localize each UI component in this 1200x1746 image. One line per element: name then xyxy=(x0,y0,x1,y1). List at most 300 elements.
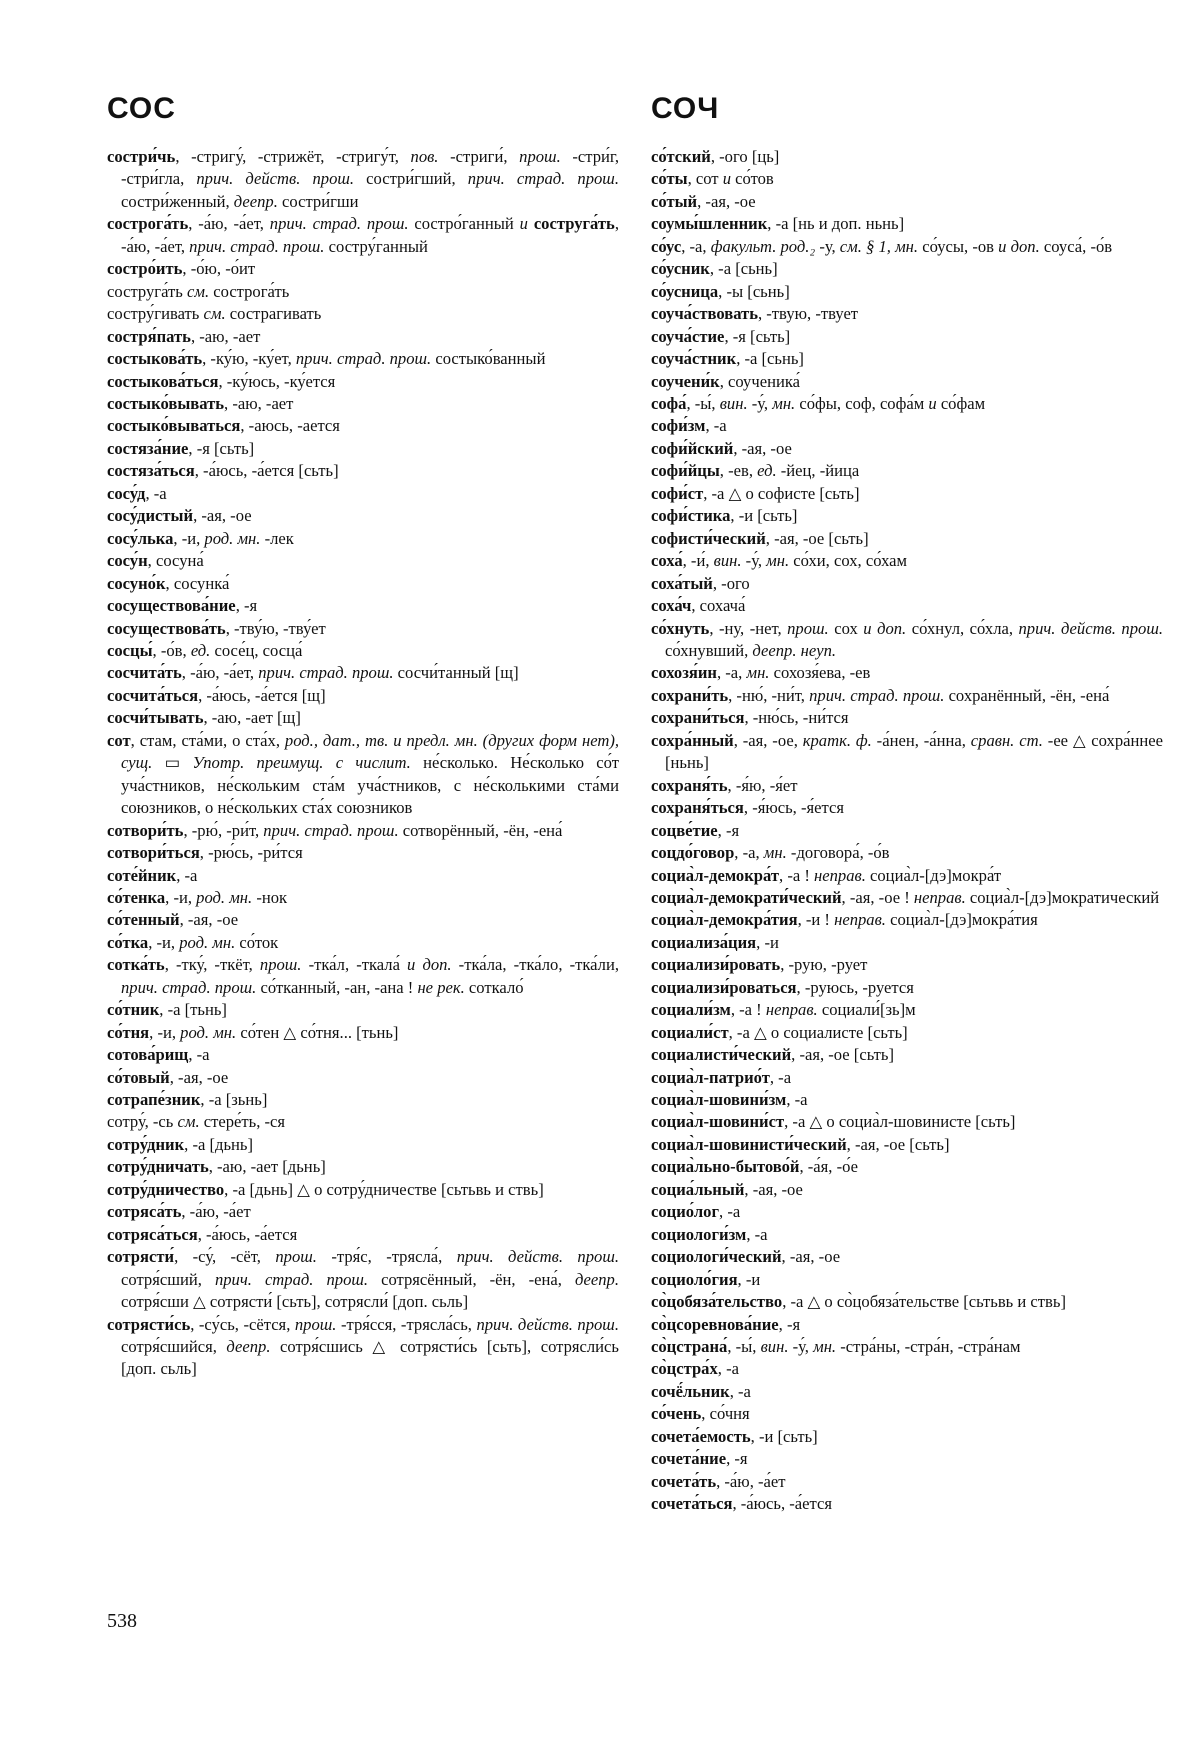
grammar-label: неправ. xyxy=(814,865,866,885)
dictionary-entry xyxy=(107,1314,619,1381)
entry-text: , -я xyxy=(778,1314,801,1334)
grammar-label: прич. страд. прош. xyxy=(214,1269,369,1289)
dictionary-entry xyxy=(107,1067,619,1089)
headword: со́чень xyxy=(651,1404,702,1424)
entry-text: -у́, xyxy=(747,393,773,413)
headword: со́усница xyxy=(651,281,719,301)
entry-text: , -а xyxy=(705,416,727,436)
headword: сочета́ть xyxy=(651,1471,717,1491)
entry-text: , сот xyxy=(687,169,723,189)
dictionary-entry xyxy=(651,1314,1163,1336)
entry-text: , -а xyxy=(729,1381,751,1401)
entry-text: , -а, xyxy=(734,843,764,863)
entry-text: , -и xyxy=(737,1269,761,1289)
headword: социологи́ческий xyxy=(651,1247,782,1267)
grammar-label: прич. действ. прош. xyxy=(1018,618,1163,638)
dictionary-entry xyxy=(651,1134,1163,1156)
entry-text: со́фам xyxy=(936,393,986,413)
dictionary-entry xyxy=(107,685,619,707)
headword: социа̀л-шовинисти́ческий xyxy=(651,1134,847,1154)
entry-text: со́ток xyxy=(235,932,279,952)
entry-text: -тка́л, -ткала́ xyxy=(301,955,408,975)
headword: со̀цстрана́ xyxy=(651,1337,728,1357)
entry-text: , -су́, -сёт, xyxy=(174,1247,276,1267)
entry-text: со́тен △ со́тня... [тьнь] xyxy=(236,1022,399,1042)
headword: соучени́к xyxy=(651,371,720,391)
dictionary-entry xyxy=(651,1201,1163,1223)
entry-text: ▭ xyxy=(152,753,193,773)
headword: социа̀л-демокра́т xyxy=(651,865,780,885)
entry-text: , -я xyxy=(235,596,258,616)
grammar-label: и доп. xyxy=(998,236,1040,256)
entry-text: , -ая, -ое [сьть] xyxy=(791,1045,894,1065)
entry-text: , -ая, -ое, xyxy=(733,730,803,750)
grammar-label: неправ. xyxy=(913,887,966,907)
headword: сочета́емость xyxy=(651,1426,751,1446)
dictionary-entry xyxy=(107,281,619,303)
dictionary-entry xyxy=(651,1336,1163,1358)
entry-text: , -и́, xyxy=(682,551,714,571)
entry-text: стере́ть, -ся xyxy=(199,1112,286,1132)
entry-text: состри́гший, xyxy=(354,169,468,189)
headword: социа̀л-демокра́тия xyxy=(651,910,798,930)
headword: сотру́дничество xyxy=(107,1179,225,1199)
grammar-label: прич. действ. прош. xyxy=(476,1314,619,1334)
dictionary-entry xyxy=(107,371,619,393)
dictionary-entry xyxy=(651,528,1163,550)
dictionary-entry xyxy=(107,887,619,909)
entry-text: состро́ганный xyxy=(408,214,520,234)
entry-text: , -я [сьть] xyxy=(724,326,791,346)
grammar-label: прич. страд. прош. xyxy=(467,169,619,189)
entry-text: , -и ! xyxy=(797,910,835,930)
dictionary-entry xyxy=(651,505,1163,527)
dictionary-entry xyxy=(651,258,1163,280)
entry-text: , -и [сьть] xyxy=(730,506,798,526)
dictionary-entry xyxy=(107,146,619,213)
headword: со̀цсоревнова́ние xyxy=(651,1314,779,1334)
dictionary-entry xyxy=(651,685,1163,707)
dictionary-entry xyxy=(651,707,1163,729)
headword: сосу́лька xyxy=(107,528,174,548)
entry-text: , -ая, -ое [сьть] xyxy=(846,1134,950,1154)
headword: сохраня́ть xyxy=(651,775,728,795)
headword: соцве́тие xyxy=(651,820,718,840)
entry-text: -тря́с, -трясла́, xyxy=(316,1247,457,1267)
entry-text: , -а́ю, -а́ет, xyxy=(121,214,619,256)
entry-text: , -рю́сь, -ри́тся xyxy=(199,843,303,863)
grammar-label: неправ. xyxy=(765,1000,818,1020)
headword: социа́льный xyxy=(651,1179,745,1199)
entry-text: сотря́сши △ сотрясти́ [сьть], сотрясли́ [доп. сьль] xyxy=(121,1292,469,1312)
dictionary-entry xyxy=(107,1111,619,1133)
headword: состро́ить xyxy=(107,259,183,279)
grammar-label: прич. страд. прош. xyxy=(809,685,945,705)
dictionary-entry xyxy=(107,483,619,505)
dictionary-entry xyxy=(651,775,1163,797)
entry-text: , -тву́ю, -тву́ет xyxy=(225,618,326,638)
entry-text: , -а [сьнь] xyxy=(709,259,778,279)
grammar-label: деепр. xyxy=(233,191,278,211)
entry-text: , -я xyxy=(717,820,740,840)
headword: сохозя́ин xyxy=(651,663,717,683)
entry-text: , -а́ю, -а́ет xyxy=(181,1202,251,1222)
headword: социали́ст xyxy=(651,1022,729,1042)
entry-text: , -ню́, -ни́т, xyxy=(728,685,810,705)
grammar-label: факульт. род.₂ xyxy=(710,236,816,256)
entry-text: -йец, -йица xyxy=(776,461,860,481)
headword: со̀цобяза́тельство xyxy=(651,1292,783,1312)
entry-text: , сохача́ xyxy=(691,596,746,616)
entry-text: , сосуна́ xyxy=(147,551,204,571)
entry-text: сотря́сшись △ сотрясти́сь [сьть], сотрясли́сь [доп. сьль] xyxy=(121,1337,619,1379)
dictionary-entry xyxy=(107,1179,619,1201)
headword: соуча́стие xyxy=(651,326,725,346)
dictionary-entry xyxy=(107,326,619,348)
entry-text: , -ы́, xyxy=(686,393,720,413)
entry-text: , -аю, -ает [щ] xyxy=(203,708,301,728)
dictionary-entry xyxy=(107,415,619,437)
entry-text: , -и, xyxy=(165,887,197,907)
entry-text: , -а [нь и доп. ньнь] xyxy=(767,214,905,234)
entry-text: , -а △ о социа̀л-шовинисте [сьть] xyxy=(784,1112,1016,1132)
dictionary-entry xyxy=(651,797,1163,819)
entry-text: со́хнул, со́хла, xyxy=(906,618,1019,638)
grammar-label: прош. xyxy=(787,618,829,638)
entry-text: , -ая, -ое xyxy=(733,438,792,458)
headword: социа̀льно-бытово́й xyxy=(651,1157,800,1177)
dictionary-entry xyxy=(651,281,1163,303)
grammar-label: см. xyxy=(186,281,210,301)
dictionary-entry xyxy=(107,1246,619,1313)
entry-text: -у́, xyxy=(788,1337,814,1357)
dictionary-entry xyxy=(651,213,1163,235)
dictionary-entry xyxy=(651,1403,1163,1425)
grammar-label: прош. xyxy=(519,147,561,166)
entry-text: , -и, xyxy=(173,528,205,548)
entry-text: , -а ! xyxy=(779,865,815,885)
entry-text: состыко́ванный xyxy=(431,349,546,369)
entry-text: , стам, ста́ми, о ста́х, xyxy=(130,730,285,750)
entry-text: сосе́ц, сосца́ xyxy=(210,640,303,660)
entry-text: социали́[зь]м xyxy=(817,1000,916,1020)
headword: сосу́д xyxy=(107,483,146,503)
headword: сосуществова́ть xyxy=(107,618,226,638)
headword: сотвори́ть xyxy=(107,820,184,840)
dictionary-entry xyxy=(651,954,1163,976)
entry-text: , -аю, -ает [дьнь] xyxy=(208,1157,326,1177)
headword: со́тский xyxy=(651,147,711,166)
dictionary-entry xyxy=(107,460,619,482)
dictionary-entry xyxy=(651,438,1163,460)
entry-text: , -а [дьнь] △ о сотру́дничестве [сьтьвь и ствь] xyxy=(224,1179,544,1199)
headword: социалисти́ческий xyxy=(651,1045,792,1065)
entry-text: , -а △ о софисте [сьть] xyxy=(703,483,860,503)
dictionary-entry xyxy=(107,528,619,550)
running-header-left: СОС xyxy=(107,92,176,125)
headword: социализи́роваться xyxy=(651,977,797,997)
dictionary-entry xyxy=(651,1044,1163,1066)
entry-text: , -а xyxy=(719,1202,741,1222)
grammar-label: и доп. xyxy=(863,618,907,638)
entry-text: , -ая, -ое xyxy=(193,506,252,526)
entry-text: , -а xyxy=(786,1090,808,1110)
dictionary-entry xyxy=(651,1426,1163,1448)
headword: состяза́ться xyxy=(107,461,195,481)
headword: сохрани́ть xyxy=(651,685,729,705)
grammar-label: и xyxy=(928,393,937,413)
headword: сосу́дистый xyxy=(107,506,194,526)
dictionary-entry xyxy=(107,1044,619,1066)
entry-text: , -рую, -рует xyxy=(780,955,868,975)
dictionary-entry xyxy=(107,1201,619,1223)
headword: сохра́нный xyxy=(651,730,734,750)
grammar-label: мн. xyxy=(746,663,770,683)
dictionary-entry xyxy=(651,1156,1163,1178)
headword: со́товый xyxy=(107,1067,170,1087)
grammar-label: Употр. преимущ. с числит. xyxy=(192,753,411,773)
entry-text: сосчи́танный [щ] xyxy=(393,663,519,683)
entry-text: , -ну, -нет, xyxy=(709,618,788,638)
headword: сохрани́ться xyxy=(651,708,745,728)
headword: состря́пать xyxy=(107,326,191,346)
entry-text: -ее △ сохра́ннее [ньнь] xyxy=(665,730,1163,773)
entry-text: социа̀л-[дэ]мокра́тия xyxy=(885,910,1038,930)
grammar-label: прич. страд. прош. xyxy=(263,820,399,840)
headword: состри́чь xyxy=(107,147,176,166)
headword: софи́йцы xyxy=(651,461,720,481)
headword: софи́ст xyxy=(651,483,704,503)
dictionary-entry xyxy=(651,1291,1163,1313)
entry-text: , -я [сьть] xyxy=(188,438,255,458)
dictionary-entry xyxy=(107,932,619,954)
entry-text: , -а́ю, -а́ет, xyxy=(188,214,270,234)
entry-text: состри́женный, xyxy=(121,191,234,211)
grammar-label: пов. xyxy=(410,147,439,166)
entry-text: , -о́ю, -о́ит xyxy=(182,259,256,279)
entry-text: , -и, xyxy=(148,932,180,952)
entry-text: , -ая, -ое [сьть] xyxy=(765,528,869,548)
entry-text: , со́чня xyxy=(701,1404,750,1424)
entry-text: -у́, xyxy=(741,551,767,571)
dictionary-entry xyxy=(107,595,619,617)
grammar-label: и xyxy=(722,169,731,189)
entry-text: состру́ганный xyxy=(324,236,428,256)
entry-text: , -аюсь, -ается xyxy=(240,416,340,436)
entry-text: , -а xyxy=(717,1359,739,1379)
dictionary-entry xyxy=(651,393,1163,415)
entry-text: -а́нен, -а́нна, xyxy=(871,730,971,750)
entry-text: сострога́ть xyxy=(209,281,290,301)
headword: сочета́ние xyxy=(651,1449,727,1469)
grammar-label: мн. xyxy=(766,551,790,571)
headword: со́тенный xyxy=(107,910,180,930)
dictionary-entry xyxy=(651,168,1163,190)
grammar-label: прич. страд. прош. xyxy=(295,349,432,369)
dictionary-entry xyxy=(651,1179,1163,1201)
entry-text: состри́гши xyxy=(277,191,359,211)
dictionary-entry xyxy=(651,348,1163,370)
grammar-label: сравн. ст. xyxy=(970,730,1043,750)
grammar-label: прош. xyxy=(275,1247,317,1267)
entry-text: социа̀л-[дэ]мокра́т xyxy=(865,865,1002,885)
entry-text: , -рю́, -ри́т, xyxy=(183,820,264,840)
entry-text: со́усы, -ов xyxy=(918,236,999,256)
grammar-label: кратк. ф. xyxy=(802,730,872,750)
dictionary-entry xyxy=(651,618,1163,663)
entry-text: -стри́г, -стри́гла, xyxy=(121,147,620,189)
headword: сохраня́ться xyxy=(651,798,744,818)
entry-text: , -ы́, xyxy=(727,1337,761,1357)
entry-text: сохозя́ева, -ев xyxy=(769,663,871,683)
grammar-label: прич. страд. прош. xyxy=(121,977,257,997)
grammar-label: деепр. xyxy=(226,1337,271,1357)
grammar-label: вин. xyxy=(713,551,742,571)
grammar-label: мн. xyxy=(763,843,787,863)
grammar-label: деепр. xyxy=(574,1269,620,1289)
dictionary-entry xyxy=(651,146,1163,168)
dictionary-entry xyxy=(651,865,1163,887)
dictionary-entry xyxy=(107,505,619,527)
entry-text: , -ая, -ое ! xyxy=(841,887,914,907)
entry-text: , -а́юсь, -а́ется xyxy=(197,1224,298,1244)
entry-text: , -а́юсь, -а́ется xyxy=(732,1494,832,1514)
dictionary-entry xyxy=(107,393,619,415)
grammar-label: вин. xyxy=(760,1337,789,1357)
grammar-label: ед. xyxy=(190,640,211,660)
grammar-label: см. § 1, мн. xyxy=(839,236,919,256)
headword: сотряса́ть xyxy=(107,1202,182,1222)
headword: социо́лог xyxy=(651,1202,720,1222)
running-header-right: СОЧ xyxy=(651,92,720,125)
entry-text: , -и xyxy=(756,932,779,952)
headword: сотру́дничать xyxy=(107,1157,209,1177)
headword: сочета́ться xyxy=(651,1494,733,1514)
entry-text: , -аю, -ает xyxy=(190,326,261,346)
grammar-label: род. мн. xyxy=(180,1022,237,1042)
dictionary-entry xyxy=(107,258,619,280)
dictionary-entry xyxy=(651,191,1163,213)
grammar-label: и доп. xyxy=(407,955,452,975)
dictionary-entry xyxy=(651,1224,1163,1246)
dictionary-entry xyxy=(651,415,1163,437)
dictionary-entry xyxy=(107,707,619,729)
headword: соха́ч xyxy=(651,596,692,616)
headword: соцдо́говор xyxy=(651,843,735,863)
grammar-label: ед. xyxy=(757,461,777,481)
dictionary-entry xyxy=(651,460,1163,482)
headword: сотрапе́зник xyxy=(107,1090,201,1110)
headword: софи́йский xyxy=(651,438,734,458)
entry-text: , -а, xyxy=(681,236,711,256)
headword: сотрясти́ xyxy=(107,1247,175,1267)
dictionary-entry xyxy=(651,550,1163,572)
entry-text: , соученика́ xyxy=(719,371,801,391)
grammar-label: прич. действ. прош. xyxy=(196,169,355,189)
headword: сосчи́тывать xyxy=(107,708,204,728)
entry-text: , -и, xyxy=(149,1022,181,1042)
grammar-label: не рек. xyxy=(417,977,465,997)
entry-text: , -я́юсь, -я́ется xyxy=(743,798,844,818)
dictionary-entry xyxy=(107,999,619,1021)
headword: состыко́вывать xyxy=(107,393,225,413)
dictionary-entry xyxy=(651,1246,1163,1268)
entry-text: -стра́ны, -стра́н, -стра́нам xyxy=(836,1337,1021,1357)
entry-text: , -а́ю, -а́ет, xyxy=(181,663,259,683)
dictionary-entry xyxy=(107,1089,619,1111)
entry-text: сох xyxy=(828,618,864,638)
entry-text: , -а́я, -о́е xyxy=(799,1157,858,1177)
grammar-label: прич. страд. прош. xyxy=(189,236,325,256)
entry-text: , -о́в, xyxy=(152,640,191,660)
entry-text: , -а́юсь, -а́ется [щ] xyxy=(198,685,326,705)
dictionary-entry xyxy=(651,662,1163,684)
grammar-label: вин. xyxy=(719,393,748,413)
entry-text: состру́гивать xyxy=(107,304,204,324)
dictionary-entry xyxy=(651,236,1163,258)
dictionary-entry xyxy=(651,1358,1163,1380)
grammar-label: прич. действ. прош. xyxy=(456,1247,619,1267)
dictionary-entry xyxy=(651,1089,1163,1111)
entry-text: , -ого [ць] xyxy=(710,147,780,166)
entry-text: , -а xyxy=(746,1224,768,1244)
entry-text: , -ого xyxy=(712,573,750,593)
headword: софа́ xyxy=(651,393,687,413)
headword: социали́зм xyxy=(651,1000,731,1020)
dictionary-entry xyxy=(107,865,619,887)
entry-text: -тря́сся, -трясла́сь, xyxy=(336,1314,477,1334)
entry-text: сотря́сший, xyxy=(121,1269,215,1289)
entry-text: -у, xyxy=(815,236,840,256)
dictionary-entry xyxy=(651,483,1163,505)
dictionary-entry xyxy=(651,730,1163,775)
headword: соструга́ть xyxy=(533,214,615,234)
dictionary-entry xyxy=(107,1134,619,1156)
entry-text: , -а xyxy=(188,1045,210,1065)
headword: со́тенка xyxy=(107,887,166,907)
headword: софи́стика xyxy=(651,506,731,526)
grammar-label: род., дат., тв. и предл. мн. (других форм нет), сущ. xyxy=(121,730,619,773)
entry-text: , -ку́ю, -ку́ет, xyxy=(202,349,296,369)
grammar-label: и xyxy=(519,214,528,234)
dictionary-entry xyxy=(107,909,619,931)
grammar-label: см. xyxy=(177,1112,200,1132)
headword: соуча́ствовать xyxy=(651,304,758,324)
entry-text: , -а, xyxy=(716,663,747,683)
entry-text: , -ку́юсь, -ку́ется xyxy=(218,371,336,391)
headword: со̀цстра́х xyxy=(651,1359,718,1379)
dictionary-entry xyxy=(651,820,1163,842)
entry-text: соструга́ть xyxy=(107,281,187,301)
entry-text: , -а́юсь, -а́ется [сьть] xyxy=(194,461,339,481)
dictionary-entry xyxy=(107,618,619,640)
entry-text: , -я xyxy=(726,1449,748,1469)
headword: соте́йник xyxy=(107,865,177,885)
grammar-label: мн. xyxy=(772,393,796,413)
headword: соха́тый xyxy=(651,573,713,593)
dictionary-entry xyxy=(651,999,1163,1021)
headword: состыкова́ть xyxy=(107,349,203,369)
dictionary-entry xyxy=(651,1022,1163,1044)
dictionary-entry xyxy=(107,662,619,684)
dictionary-entry xyxy=(651,371,1163,393)
entry-text: , -руюсь, -руется xyxy=(796,977,914,997)
headword: сотова́рищ xyxy=(107,1045,189,1065)
entry-text: , -а [зьнь] xyxy=(200,1090,268,1110)
entry-text: , сосунка́ xyxy=(165,573,230,593)
headword: сострога́ть xyxy=(107,214,189,234)
entry-text: , -и [сьть] xyxy=(750,1426,818,1446)
